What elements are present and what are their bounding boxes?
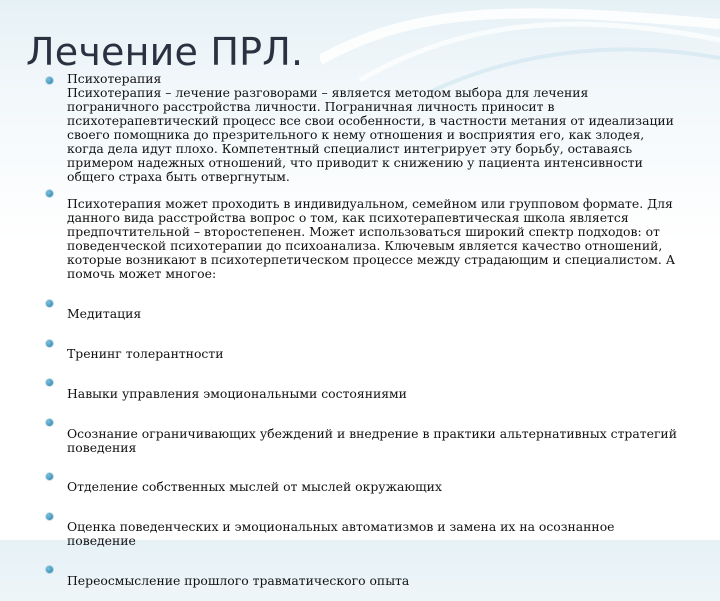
bullet-text: Медитация xyxy=(67,306,142,322)
round-bullet-icon xyxy=(46,473,53,480)
round-bullet-icon xyxy=(46,513,53,520)
round-bullet-icon xyxy=(46,566,53,573)
bullet-item-meditation xyxy=(44,295,680,334)
round-bullet-icon xyxy=(46,340,53,347)
round-bullet-icon xyxy=(46,300,53,307)
bullet-text: Переосмысление прошлого травматического опыта xyxy=(67,572,410,588)
round-bullet-icon xyxy=(46,379,53,386)
bullet-text: Тренинг толерантности xyxy=(67,345,224,361)
bullet-text: Психотерапия может проходить в индивидуальном, семейном или групповом формате. Для данного вида расстройства вопрос о том, как психотерапевтическая школа является предпочтительной – второстепенен. Может использоваться широкий спектр подходов: от поведенческой психотерапии до психоанализа. Ключевым является качество отношений, которые возникают в психотерпетическом процессе между страдающим и специалистом. А помочь может многое: xyxy=(67,196,676,282)
bullet-item-psychotherapy xyxy=(44,72,680,184)
bullet-text: Навыки управления эмоциональными состояниями xyxy=(67,385,407,401)
slide-title: Лечение ПРЛ. xyxy=(26,30,304,74)
bullet-item-tolerance xyxy=(44,335,680,374)
bullet-text: Оценка поведенческих и эмоциональных автоматизмов и замена их на осознанное поведение xyxy=(67,519,615,549)
bullet-text xyxy=(67,72,680,184)
bullet-item-formats xyxy=(44,185,680,294)
bullet-item-automatisms xyxy=(44,508,680,561)
bullet-text: Осознание ограничивающих убеждений и внедрение в практики альтернативных стратегий поведения xyxy=(67,425,677,455)
round-bullet-icon xyxy=(46,77,53,84)
bullet-item-separation xyxy=(44,468,680,507)
bullet-item-trauma xyxy=(44,561,680,600)
bullet-body: Психотерапия – лечение разговорами – является методом выбора для лечения пограничного расстройства личности. Пограничная личность приносит в психотерапевтический процесс все свои особенности, в частности метания от идеализации своего помощника до презрительного к нему отношения и восприятия его, как злодея, когда дела идут плохо. Компетентный специалист интегрирует эту борьбу, оставаясь примером надежных отношений, что приводит к снижению у пациента интенсивности общего страха быть отвергнутым. xyxy=(67,85,674,184)
bullet-list xyxy=(44,72,680,601)
round-bullet-icon xyxy=(46,419,53,426)
bullet-item-emotion-skills xyxy=(44,374,680,413)
bullet-item-beliefs xyxy=(44,414,680,467)
bullet-text: Отделение собственных мыслей от мыслей окружающих xyxy=(67,479,442,495)
round-bullet-icon xyxy=(46,190,53,197)
bullet-heading: Психотерапия xyxy=(67,71,162,86)
